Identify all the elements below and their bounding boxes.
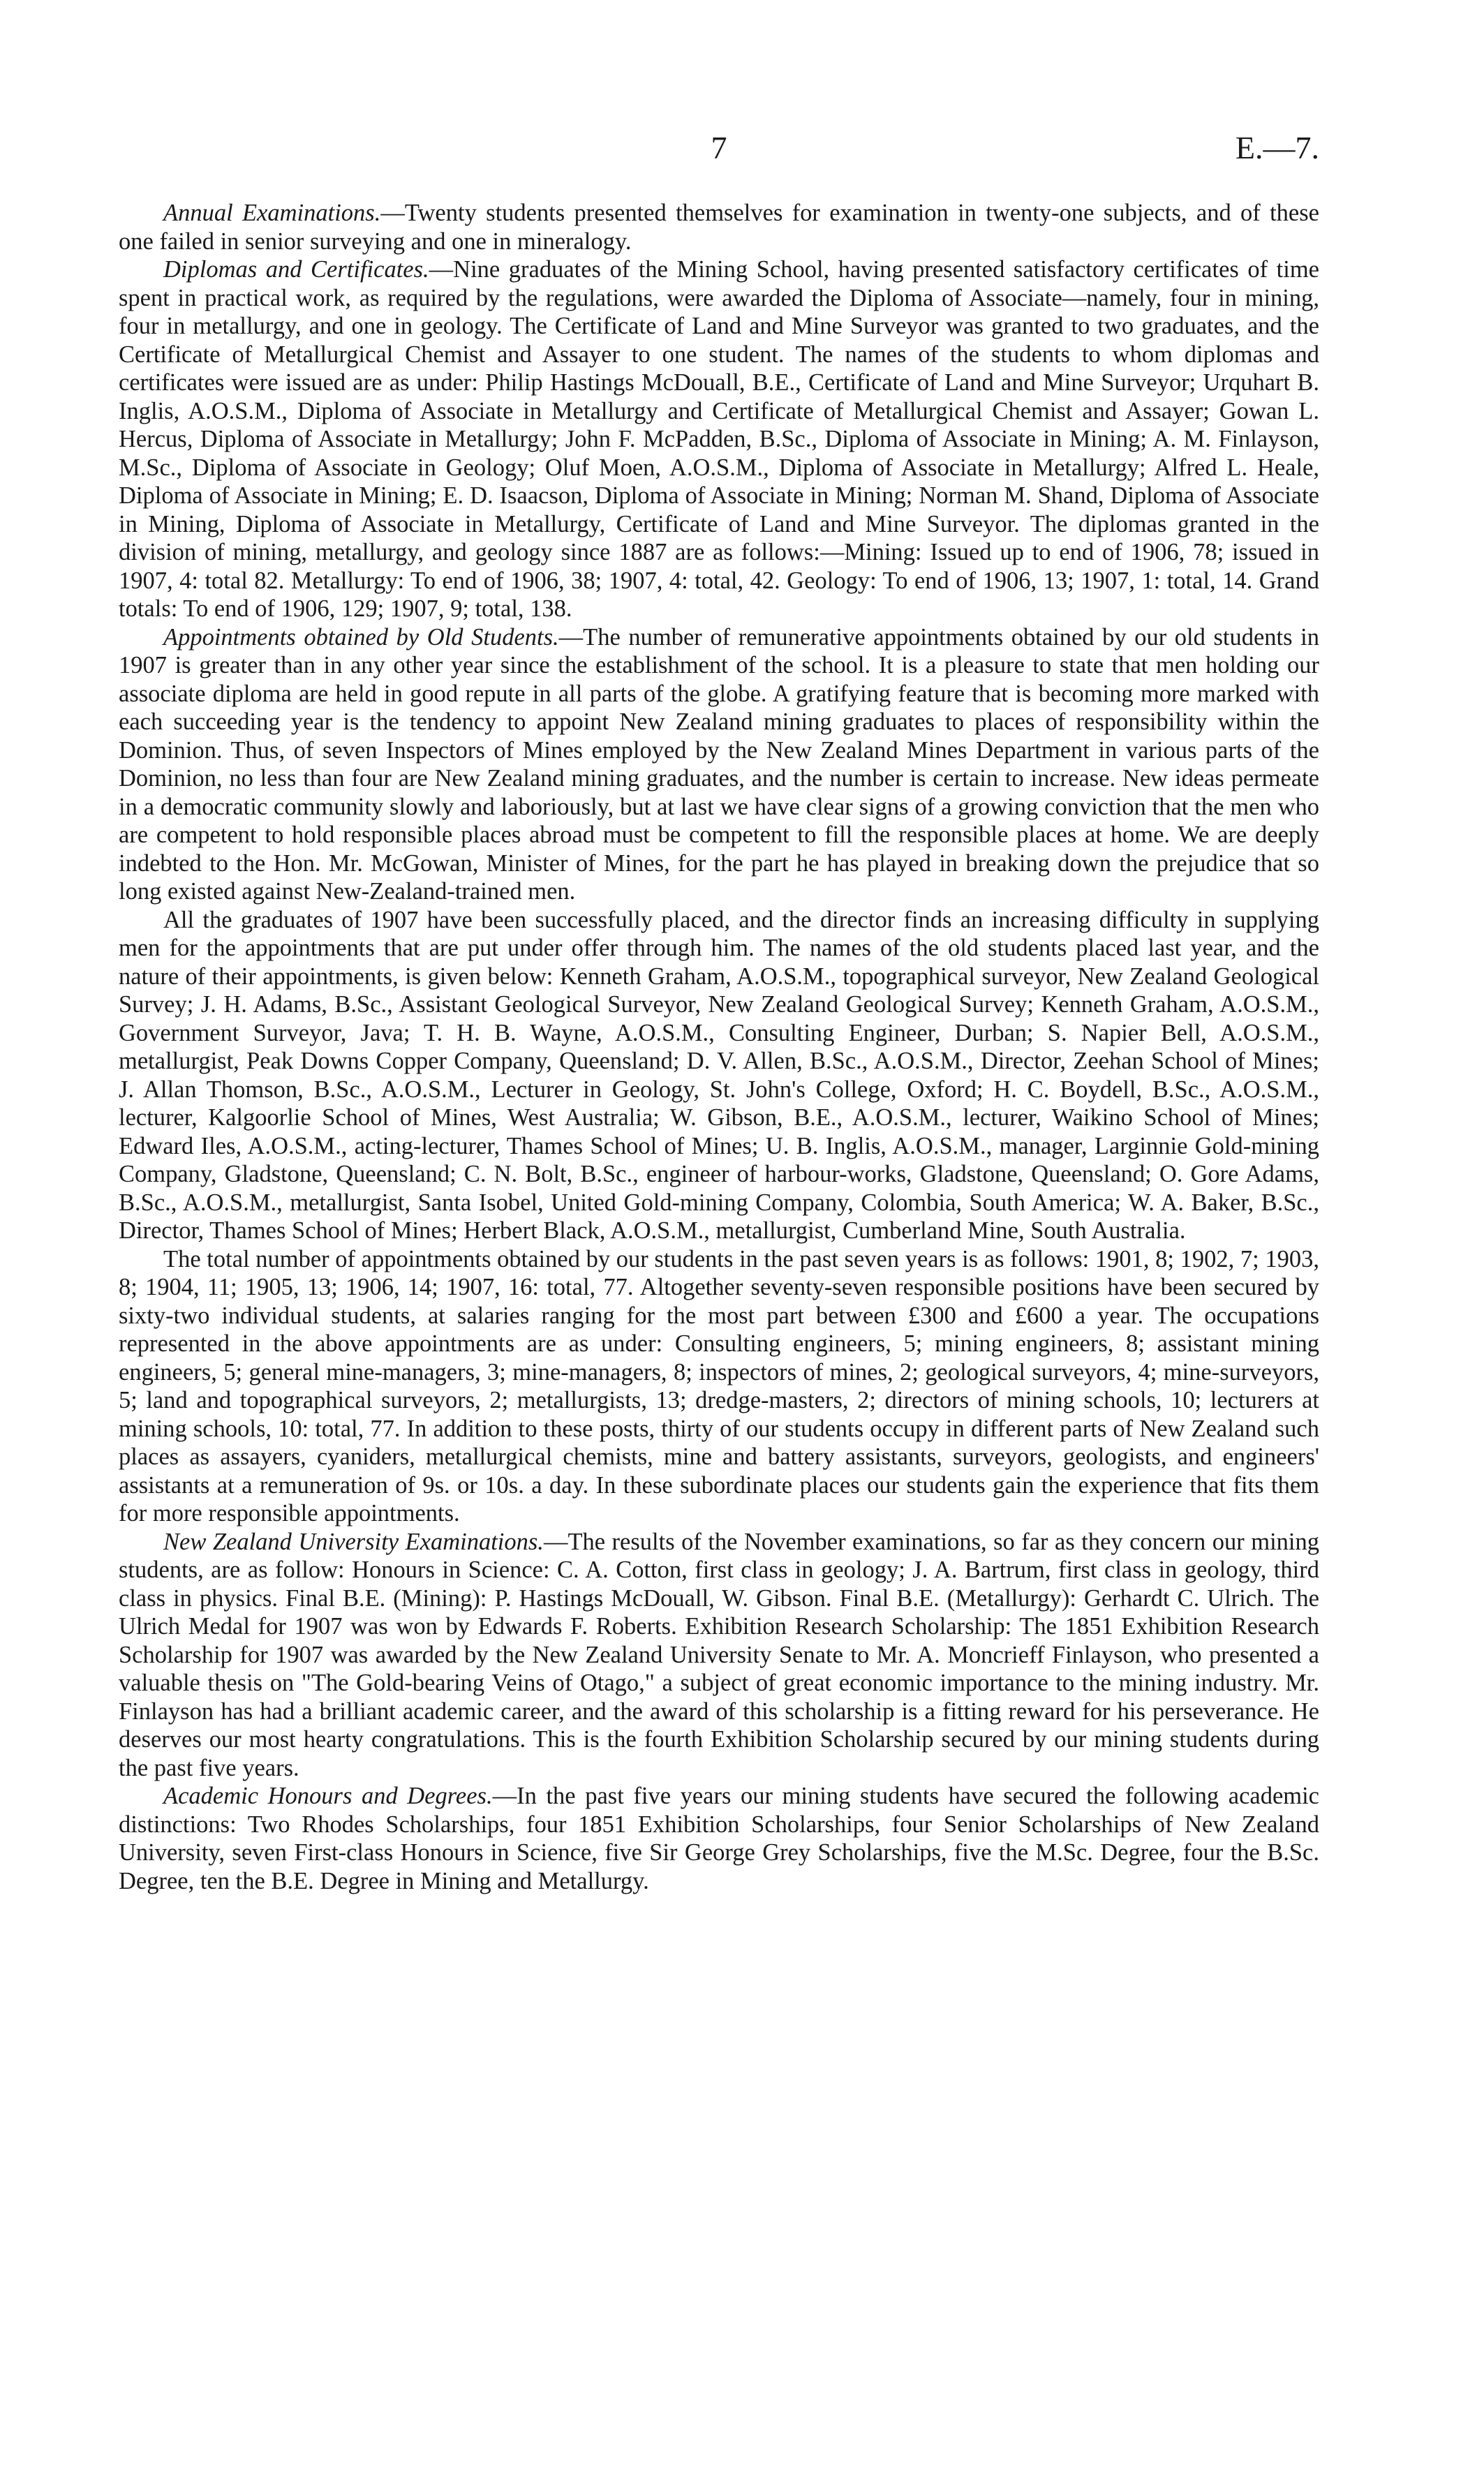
paragraph-text: —The number of remunerative appointments obtained by our old students in 1907 is greater than in any other year since the establishment of the school. It is a pleasure to state that men holding our associate diploma are held in good repute in all parts of the globe. A gratifying feature that is becoming more marked with each succeeding year is the tendency to appoint New Zealand mining graduates to places of responsibility within the Dominion. Thus, of seven Inspectors of Mines employed by the New Zealand Mines Department in various parts of the Dominion, no less than four are New Zealand mining graduates, and the number is certain to increase. New ideas permeate in a democratic community slowly and laboriously, but at last we have clear signs of a growing conviction that the men who are competent to hold responsible places abroad must be competent to fill the responsible places at home. We are deeply indebted to the Hon. Mr. McGowan, Minister of Mines, for the part he has played in breaking down the prejudice that so long existed against New-Zealand-trained men. — [119, 623, 1319, 905]
paragraph-text: The total number of appointments obtained by our students in the past seven years is as follows: 1901, 8; 1902, 7; 1903, 8; 1904, 11; 1905, 13; 1906, 14; 1907, 16: total, 77. Altogether seventy-seven responsible positions have been secured by sixty-two individual students, at salaries ranging for the most part between £300 and £600 a year. The occupations represented in the above appointments are as under: Consulting engineers, 5; mining engineers, 8; assistant mining engineers, 5; general mine-managers, 3; mine-managers, 8; inspectors of mines, 2; geological surveyors, 4; mine-surveyors, 5; land and topographical surveyors, 2; metallurgists, 13; dredge-masters, 2; directors of mining schools, 10; lecturers at mining schools, 10: total, 77. In addition to these posts, thirty of our students occupy in different parts of New Zealand such places as assayers, cyaniders, metallurgical chemists, mine and battery assistants, surveyors, geologists, and engineers' assistants at a remuneration of 9s. or 10s. a day. In these subordinate places our students gain the experience that fits them for more responsible appointments. — [119, 1245, 1319, 1527]
page-header — [119, 129, 1319, 185]
paragraph-heading: Academic Honours and Degrees. — [163, 1783, 493, 1809]
paragraph-appointments — [119, 623, 1319, 906]
paragraph-text: —Nine graduates of the Mining School, having presented satisfactory certificates of time spent in practical work, as required by the regulations, were awarded the Diploma of Associate—namely, four in mining, four in metallurgy, and one in geology. The Certificate of Land and Mine Surveyor was granted to two graduates, and the Certificate of Metallurgical Chemist and Assayer to one student. The names of the students to whom diplomas and certificates were issued are as under: Philip Hastings McDouall, B.E., Certificate of Land and Mine Surveyor; Urquhart B. Inglis, A.O.S.M., Diploma of Associate in Metallurgy and Certificate of Metallurgical Chemist and Assayer; Gowan L. Hercus, Diploma of Associate in Metallurgy; John F. McPadden, B.Sc., Diploma of Associate in Mining; A. M. Finlayson, M.Sc., Diploma of Associate in Geology; Oluf Moen, A.O.S.M., Diploma of Associate in Metallurgy; Alfred L. Heale, Diploma of Associate in Mining; E. D. Isaacson, Diploma of Associate in Mining; Norman M. Shand, Diploma of Associate in Mining, Diploma of Associate in Metallurgy, Certificate of Land and Mine Surveyor. The diplomas granted in the division of mining, metallurgy, and geology since 1887 are as follows:—Mining: Issued up to end of 1906, 78; issued in 1907, 4: total 82. Metallurgy: To end of 1906, 38; 1907, 4: total, 42. Geology: To end of 1906, 13; 1907, 1: total, 14. Grand totals: To end of 1906, 129; 1907, 9; total, 138. — [119, 256, 1319, 622]
paragraph-annual-examinations — [119, 199, 1319, 255]
paragraph-text: —Twenty students presented themselves for examination in twenty-one subjects, and of these one failed in senior surveying and one in mineralogy. — [119, 200, 1319, 255]
paragraph-heading: New Zealand University Examinations. — [163, 1528, 544, 1555]
paragraph-text: —In the past five years our mining students have secured the following academic distinctions: Two Rhodes Scholarships, four 1851 Exhibition Scholarships, four Senior Scholarships of New Zealand University, seven First-class Honours in Science, five Sir George Grey Scholarships, five the M.Sc. Degree, four the B.Sc. Degree, ten the B.E. Degree in Mining and Metallurgy. — [119, 1783, 1319, 1894]
document-reference: E.—7. — [1235, 130, 1319, 165]
paragraph-text: —The results of the November examinations, so far as they concern our mining students, are as follow: Honours in Science: C. A. Cotton, first class in geology; J. A. Bartrum, first class in geology, third class in physics. Final B.E. (Mining): P. Hastings McDouall, W. Gibson. Final B.E. (Metallurgy): Gerhardt C. Ulrich. The Ulrich Medal for 1907 was won by Edwards F. Roberts. Exhibition Research Scholarship: The 1851 Exhibition Research Scholarship for 1907 was awarded by the New Zealand University Senate to Mr. A. Moncrieff Finlayson, who presented a valuable thesis on "The Gold-bearing Veins of Otago," a subject of great economic importance to the mining industry. Mr. Finlayson has had a brilliant academic career, and the award of this scholarship is a fitting reward for his perseverance. He deserves our most hearty congratulations. This is the fourth Exhibition Scholarship secured by our mining students during the past five years. — [119, 1528, 1319, 1781]
body-text — [119, 199, 1319, 1895]
paragraph-graduates-placed — [119, 906, 1319, 1245]
page-number: 7 — [711, 130, 727, 165]
paragraph-university-examinations — [119, 1528, 1319, 1783]
paragraph-appointment-totals — [119, 1245, 1319, 1528]
paragraph-heading: Annual Examinations. — [163, 200, 381, 226]
paragraph-diplomas-certificates — [119, 255, 1319, 623]
paragraph-heading: Diplomas and Certificates. — [163, 256, 429, 283]
paragraph-heading: Appointments obtained by Old Students. — [163, 623, 559, 651]
paragraph-text: All the graduates of 1907 have been successfully placed, and the director finds an increasing difficulty in supplying men for the appointments that are put under offer through him. The names of the old students placed last year, and the nature of their appointments, is given below: Kenneth Graham, A.O.S.M., topographical surveyor, New Zealand Geological Survey; J. H. Adams, B.Sc., Assistant Geological Surveyor, New Zealand Geological Survey; Kenneth Graham, A.O.S.M., Government Surveyor, Java; T. H. B. Wayne, A.O.S.M., Consulting Engineer, Durban; S. Napier Bell, A.O.S.M., metallurgist, Peak Downs Copper Company, Queensland; D. V. Allen, B.Sc., A.O.S.M., Director, Zeehan School of Mines; J. Allan Thomson, B.Sc., A.O.S.M., Lecturer in Geology, St. John's College, Oxford; H. C. Boydell, B.Sc., A.O.S.M., lecturer, Kalgoorlie School of Mines, West Australia; W. Gibson, B.E., A.O.S.M., lecturer, Waikino School of Mines; Edward Iles, A.O.S.M., acting-lecturer, Thames School of Mines; U. B. Inglis, A.O.S.M., manager, Larginnie Gold-mining Company, Gladstone, Queensland; C. N. Bolt, B.Sc., engineer of harbour-works, Gladstone, Queensland; O. Gore Adams, B.Sc., A.O.S.M., metallurgist, Santa Isobel, United Gold-mining Company, Colombia, South America; W. A. Baker, B.Sc., Director, Thames School of Mines; Herbert Black, A.O.S.M., metallurgist, Cumberland Mine, South Australia. — [119, 906, 1319, 1244]
paragraph-academic-honours — [119, 1782, 1319, 1895]
